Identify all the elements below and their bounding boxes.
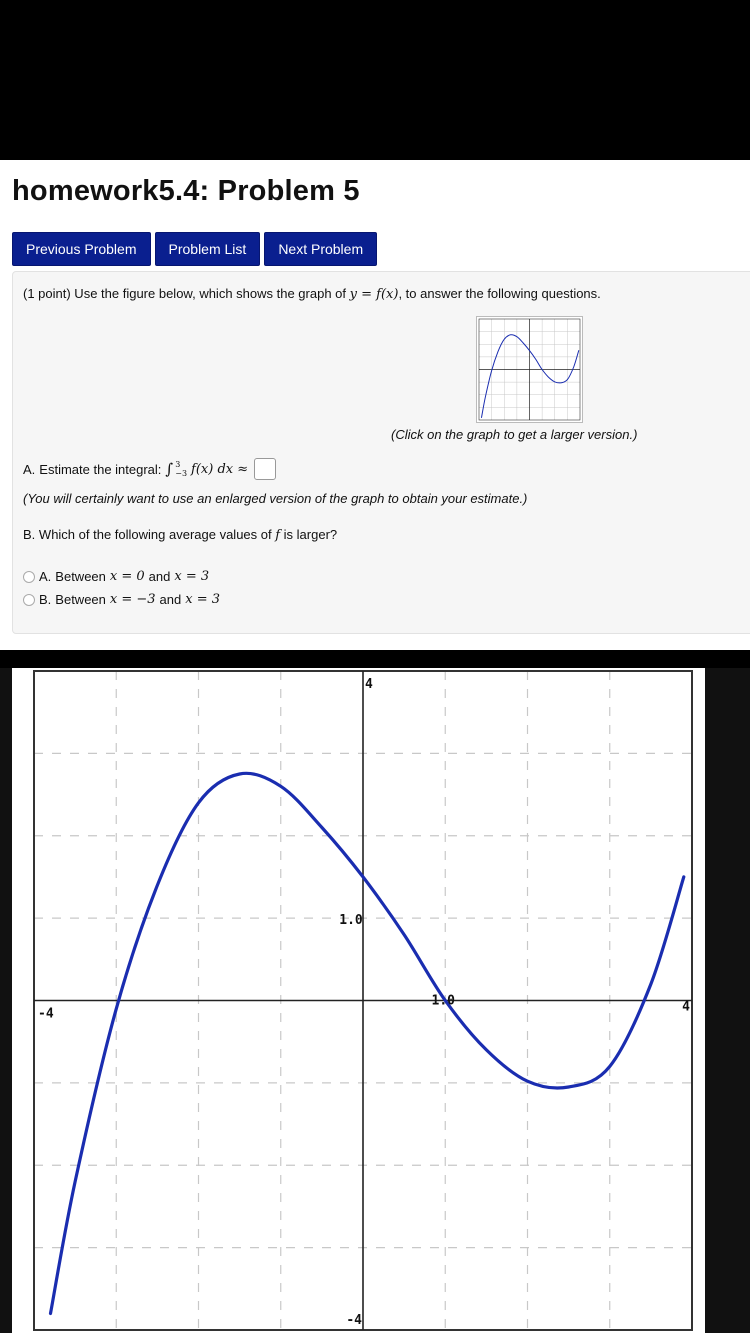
integral-answer-input[interactable] xyxy=(254,458,276,480)
integral-sign: ∫ xyxy=(165,460,174,478)
next-problem-button[interactable]: Next Problem xyxy=(264,232,377,266)
part-b-question: B. Which of the following average values of f is larger? xyxy=(23,527,338,543)
left-backdrop xyxy=(0,668,12,1333)
graph-thumbnail[interactable] xyxy=(476,316,583,423)
problem-list-button[interactable]: Problem List xyxy=(155,232,261,266)
function-curve xyxy=(482,335,579,418)
radio-circle[interactable] xyxy=(23,571,35,583)
x-tick-label: 1.0 xyxy=(431,993,455,1009)
option-b-radio[interactable]: B. Between x = −3 and x = 3 xyxy=(23,592,220,607)
problem-intro: (1 point) Use the figure below, which shows the graph of y = f(x), to answer the following questions. xyxy=(23,286,601,302)
right-backdrop xyxy=(705,668,750,1333)
x-min-label: -4 xyxy=(38,1006,54,1022)
part-a-question: A. Estimate the integral: ∫ 3 −3 f(x) dx ≈ xyxy=(23,458,276,480)
page-title: homework5.4: Problem 5 xyxy=(12,175,360,207)
option-a-radio[interactable]: A. Between x = 0 and x = 3 xyxy=(23,569,209,584)
click-note: (Click on the graph to get a larger version.) xyxy=(391,427,638,442)
enlarged-graph xyxy=(12,668,705,1333)
part-a-note: (You will certainly want to use an enlarged version of the graph to obtain your estimate.) xyxy=(23,491,528,506)
x-max-label: 4 xyxy=(682,999,690,1015)
problem-panel xyxy=(12,271,750,634)
y-tick-label: 1.0 xyxy=(339,913,363,929)
function-curve xyxy=(51,773,684,1313)
problem-nav xyxy=(12,232,377,266)
previous-problem-button[interactable]: Previous Problem xyxy=(12,232,151,266)
intro-math: y = f(x) xyxy=(349,287,399,302)
y-min-label: -4 xyxy=(346,1313,362,1328)
webwork-page xyxy=(0,160,750,650)
radio-circle[interactable] xyxy=(23,594,35,606)
y-max-label: 4 xyxy=(365,677,373,692)
function-graph xyxy=(12,668,705,1333)
thumbnail-chart xyxy=(477,317,582,422)
